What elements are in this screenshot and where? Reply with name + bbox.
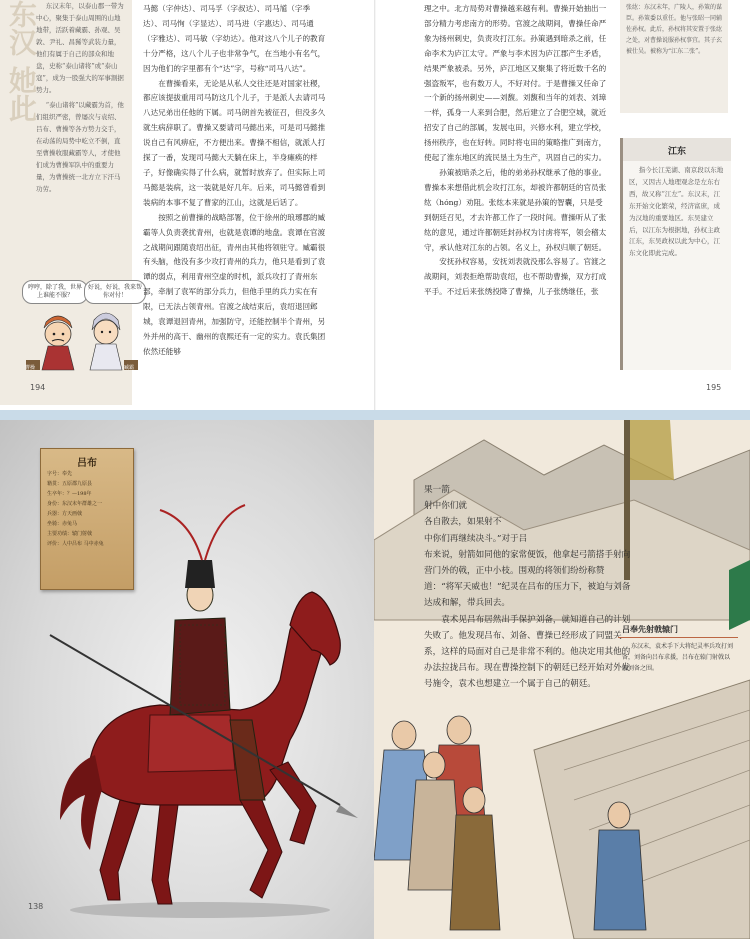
book-gutter: [374, 0, 376, 410]
right-page-body: [424, 2, 608, 300]
caption-text: 东汉末，袁术手下大将纪灵率兵攻打刘备，刘备向吕布求援，吕布在辕门射戟以解刘备之围。: [622, 643, 734, 672]
plaque-line-6: 坐骑：赤兔马: [47, 521, 78, 527]
right-paragraph-1: 理之中。北方局势对曹操越来越有利。曹操开始抽出一部分精力考虑南方的形势。官渡之战期间，曹操任命严象为扬州刺史，负责攻打江东。孙策遇到暗杀之前，任命李术为庐江太守。严象与李术因为庐江郡产生矛盾，结果严象被杀。另外，庐江地区又聚集了将近数千名的强盗叛军，也有数万人，不好对付。于是曹操又任命了一个新的扬州刺史——刘馥。刘馥和当年的刘表、刘璋一样，孤身一人来到合肥，然后建立了合肥空城，就近招安了自己的部属，发展屯田，兴修水利，建立学校，扬州秩序，也在好转。同时将屯田的策略推广到南方，使起了淮东地区的流民垦土为生产，巩固自己的实力。: [424, 4, 607, 163]
glossary-text: 指今长江芜湖、南京段以东地区，又因古人地理观念是左东右西，故又称“江左”。东汉末，江东开始文化繁荣，经济富庶，成为汉地的重要地区。东吴建立后，以江东为根据地，孙权主政江东，东吴政权以此为中心，江东文化即此完成。: [629, 166, 724, 258]
speech-bubble-right: 好说，好说，我来帮你对付！: [84, 280, 146, 304]
plaque-line-4: 身份：东汉末年群雄之一: [47, 501, 103, 507]
sidebar-paragraph-2: “泰山诸将”以藏霸为首，他们组织严密，曾屡次与袁绍、吕布、曹操等各方势力交手，在动荡的局势中屹立不倒，直至曹操收服藏霸等人，才使他们成为曹操军队中的重要力量，为曹操统一北方立下汗马功劳。: [36, 101, 124, 193]
page-number-left: 194: [30, 383, 46, 392]
left-paragraph-2: 在曹操看来，无论是从私人交往还是对国家社稷，都应该提拔重用司马防这几个儿子，于是派人去请司马八达兄弟出任他的下属。司马朗首先被征召，但没多久就生病辞职了。曹操又要请司马懿出来，可是司马懿推说自己有风痹症，不方便出来。曹操不相信，就派人打探了一番，发现司马懿大天躺在床上，半身瘫痪的样子，好像确实得了什么病，就暂时放弃了。但实际上司马懿是装病，这一装就是好几年。后来，司马懿曾看到装病的本事不复了曹家的江山，这就是后话了。: [143, 78, 326, 207]
spread-divider: [0, 410, 750, 420]
page-number-right: 195: [706, 383, 722, 392]
glossary-box: [620, 138, 731, 370]
bottom-right-page: [374, 420, 750, 939]
caption-title: 吕奉先射戟辕门: [618, 622, 738, 638]
left-paragraph-1: 马懿（字仲达）、司马孚（字叔达）、司马馗（字季达）、司马恂（字显达）、司马进（字惠达）、司马通（字雅达）、司马敏（字幼达）。他对这八个儿子的教育十分严格，这八个儿子也非常争气，在当地小有名气，因为他们的字里都有个“达”字，号称“司马八达”。: [143, 4, 326, 73]
char-left-label: 曹操: [25, 365, 36, 371]
plaque-line-3: 生卒年：？—198年: [47, 491, 92, 497]
story-line-3: 各自散去，如果射不: [424, 517, 502, 528]
left-page-body: [143, 2, 326, 360]
story-line-4: 中你们再继续决斗。”对于吕: [424, 533, 528, 544]
right-paragraph-3: 安抚孙权容易，安抚刘表就没那么容易了。官渡之战期间，刘表拒绝帮助袁绍，也不帮助曹操，双方打成平手。不过后来张绣投降了曹操，儿子张绣继任，张: [424, 257, 607, 297]
bottom-right-body: [424, 482, 634, 693]
plaque-line-1: 字号：奉先: [47, 471, 73, 477]
plaque-line-5: 兵器：方天画戟: [47, 511, 83, 517]
plaque-line-7: 主要功绩：辕门射戟: [47, 531, 93, 537]
sidebar-paragraph-1: 东汉末年，以泰山郡一带为中心，聚集于泰山周围的山地地带，活跃着藏霸、孙观、吴敦、尹礼、昌豨等武装力量，他们有属于自己的部众和地盘，史称“泰山诸将”或“泰山寇”，成为一股强大的军事割据势力。: [36, 2, 124, 94]
story-line-1: 果一箭: [424, 485, 450, 495]
plaque-title: 吕布: [77, 458, 97, 469]
footnote-box: [620, 0, 728, 113]
cartoon-characters-illustration: [20, 308, 140, 374]
hanging-string: [42, 420, 44, 450]
mounted-warrior-illustration: [40, 500, 360, 920]
sidebar-column: [36, 0, 124, 198]
right-paragraph-2: 孙策被暗杀之后，他的弟弟孙权继承了他的事业。曹操本来想借此机会攻打江东，却被许都朝廷的官员张纮（hóng）劝阻。张纮本来就是孙策的智囊，只是受到朝廷召见，才去许都工作了一段时间。曹操听从了张纮的意见，通过许都朝廷封孙权为讨虏将军，领会稽太守，承认他对江东的占领。名义上，孙权归顺了朝廷。: [424, 167, 607, 252]
illustration-caption: [618, 622, 738, 677]
top-spread: [0, 0, 750, 410]
bottom-left-page: [0, 420, 374, 939]
char-right-label: 臧霸: [124, 365, 135, 371]
story-line-2: 射中你们就: [424, 501, 467, 512]
footnote-text: 张纮：东汉末年，广陵人，孙策的谋臣。孙策委以重任。他与张昭一同辅佐孙权。此后，孙权将其安置于张纮之处，对曹操说服孙权事宜。其子玄被仕吴。被称为“江东二张”。: [626, 4, 723, 55]
plaque-line-2: 籍贯：五原郡九原县: [47, 481, 93, 487]
left-paragraph-3: 按照之前曹操的战略部署，位于徐州的琅琊郡的臧霸等人负责袭扰青州，也就是袁谭的地盘。袁谭在官渡之战期间跟随袁绍出征，青州由其他将领驻守。臧霸很有头脑，他没有多少攻打青州的兵力，他只是看到了袁谭的弱点，利用青州空虚的时机，派兵攻打了青州东部，牵制了袁军的部分兵力，但他手里的兵力实在有限，已无法占领青州。官渡之战结束后，袁绍退回邺城，袁谭退回青州，加强防守，还能控制半个青州，另外并州的高干、幽州的袁熙还有一定的实力。袁氏集团依然还能够: [143, 212, 326, 356]
story-paragraph-2: 袁术见吕布居然出手保护刘备，就知道自己的计划失败了。他发现吕布、刘备、曹操已经形成了同盟关系，这样的局面对自己是非常不利的。他决定用其他的办法拉拢吕布。现在曹操控制下的朝廷已经开始对外发号施令，袁术也想建立一个属于自己的朝廷。: [424, 614, 631, 690]
story-line-5: 布来说，射箭如同他的家常便饭，他拿起弓箭搭手射向营门外的戟，正中小枝。围观的将领们纷纷称赞道：“将军天威也！”纪灵在吕布的压力下，被迫与刘备达成和解，带兵回去。: [424, 549, 631, 609]
page-number-bottom-left: 138: [28, 902, 44, 911]
sidebar-decor-text: 东汉 她此: [5, 0, 38, 122]
speech-bubble-left: 哼哼，除了我，世界上谁能不服？: [22, 280, 88, 304]
plaque-line-8: 评价：人中吕布 马中赤兔: [47, 541, 104, 547]
bottom-spread: [0, 420, 750, 939]
glossary-title: 江东: [623, 138, 731, 161]
